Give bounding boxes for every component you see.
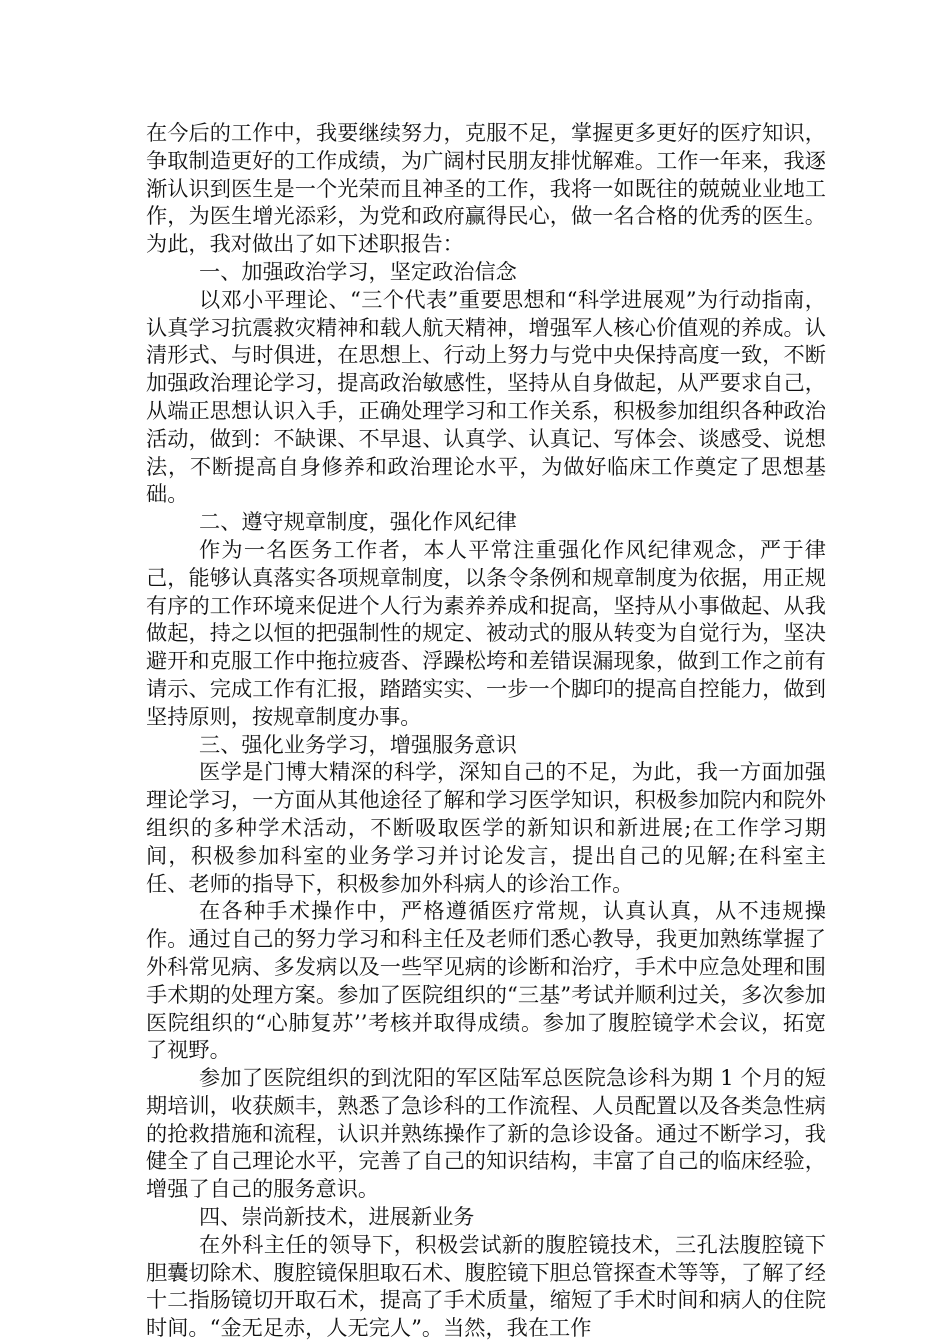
paragraph-section-3a: 医学是门博大精深的科学，深知自己的不足，为此，我一方面加强理论学习，一方面从其他途径了解和学习医学知识，积极参加院内和院外组织的多种学术活动，不断吸取医学的新知识和新进展;在工作学习期间，积极参加科室的业务学习并讨论发言，提出自己的见解;在科室主任、老师的指导下，积极参加外科病人的诊治工作。 <box>146 759 826 896</box>
paragraph-section-2: 作为一名医务工作者，本人平常注重强化作风纪律观念，严于律己，能够认真落实各项规章制度，以条令条例和规章制度为依据，用正规有序的工作环境来促进个人行为素养养成和捉高，坚持从小事做起、从我做起，持之以恒的把强制性的规定、被动式的服从转变为自觉行为，坚决避开和克服工作中拖拉疲沓、浮躁松垮和差错误漏现象，做到工作之前有请示、完成工作有汇报，踏踏实实、一步一个脚印的提高自控能力，做到坚持原则，按规章制度办事。 <box>146 536 826 729</box>
section-heading-2: 二、遵守规章制度，强化作风纪律 <box>199 509 517 535</box>
paragraph-section-3b: 在各种手术操作中，严格遵循医疗常规，认真认真，从不违规操作。通过自己的努力学习和科主任及老师们悉心教导，我更加熟练掌握了外科常见病、多发病以及一些罕见病的诊断和治疗，手术中应急处理和围手术期的处理方案。参加了医院组织的“三基”考试并顺利过关，多次参加医院组织的“心肺复苏’’考核并取得成绩。参加了腹腔镜学术会议，拓宽了视野。 <box>146 898 826 1063</box>
document-body <box>146 119 826 1342</box>
section-heading-1: 一、加强政治学习，坚定政治信念 <box>199 258 517 284</box>
section-heading-3: 三、强化业务学习，增强服务意识 <box>199 731 517 757</box>
paragraph-intro: 在今后的工作中，我要继续努力，克服不足，掌握更多更好的医疗知识，争取制造更好的工作成绩，为广阔村民朋友排忧解难。工作一年来，我逐渐认识到医生是一个光荣而且神圣的工作，我将一如既往的兢兢业业地工作，为医生增光添彩，为党和政府赢得民心，做一名合格的优秀的医生。为此，我对做出了如下述职报告： <box>146 120 826 257</box>
paragraph-section-1: 以邓小平理论、“三个代表”重要思想和“科学进展观”为行动指南，认真学习抗震救灾精神和载人航天精神，增强军人核心价值观的养成。认清形式、与时俱进，在思想上、行动上努力与党中央保持高度一致，不断加强政治理论学习，提高政治敏感性，坚持从自身做起，从严要求自己，从端正思想认识入手，正确处理学习和工作关系，积极参加组织各种政治活动，做到：不缺课、不早退、认真学、认真记、写体会、谈感受、说想法，不断提高自身修养和政治理论水平，为做好临床工作奠定了思想基础。 <box>146 286 826 507</box>
paragraph-section-4: 在外科主任的领导下，积极尝试新的腹腔镜技术，三孔法腹腔镜下胆囊切除术、腹腔镜保胆取石术、腹腔镜下胆总管探查术等等，了解了经十二指肠镜切开取石术，提高了手术质量，缩短了手术时间和病人的住院时间。“金无足赤，人无完人”。当然，我在工作 <box>146 1231 826 1341</box>
section-heading-4: 四、崇尚新技术，进展新业务 <box>199 1204 475 1230</box>
paragraph-section-3c: 参加了医院组织的到沈阳的军区陆军总医院急诊科为期 1 个月的短期培训，收获颇丰，熟悉了急诊科的工作流程、人员配置以及各类急性病的抢救措施和流程，认识并熟练操作了新的急诊设备。通过不断学习，我健全了自己理论水平，完善了自己的知识结构，丰富了自己的临床经验，增强了自己的服务意识。 <box>146 1065 826 1202</box>
